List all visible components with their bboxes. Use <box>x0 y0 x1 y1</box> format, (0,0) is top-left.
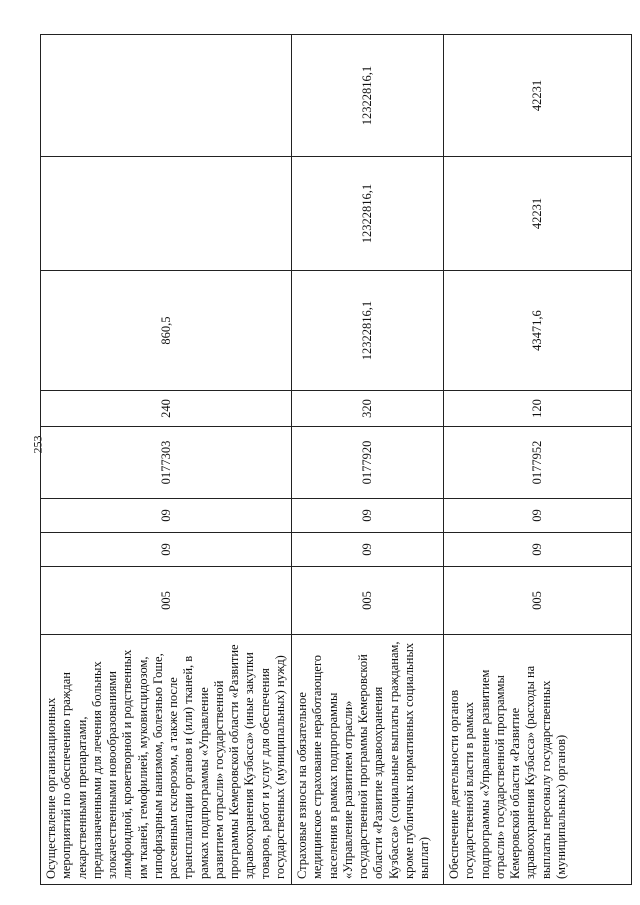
ministry-code: 005 <box>292 567 444 635</box>
amount-2: 12322816,1 <box>292 157 444 271</box>
section-code: 09 <box>41 533 292 567</box>
amount-3: 12322816,1 <box>292 35 444 157</box>
row-name: Осуществление организационных мероприятий по обеспечению граждан лекарственными препаратами, предназначенными для лечения больных злокачественными новообразованиями лимфоидной, кроветворной и родственных им тканей, гемофилией, муковисцидозом, гипофизарным нанизмом, болезнью Гоше, рассеянным склерозом, а также после трансплантации органов и (или) тканей, в рамках подпрограммы «Управление развитием отрасли» государственной программы Кемеровской области «Развитие здравоохранения Кузбасса» (иные закупки товаров, работ и услуг для обеспечения государственных (муниципальных) нужд) <box>41 635 292 885</box>
table-row <box>444 35 632 885</box>
amount-1: 43471,6 <box>444 271 632 391</box>
subsection-code: 09 <box>292 499 444 533</box>
amount-3: 42231 <box>444 35 632 157</box>
amount-2 <box>41 157 292 271</box>
ministry-code: 005 <box>41 567 292 635</box>
table-row <box>41 35 292 885</box>
expense-type-code: 240 <box>41 391 292 427</box>
section-code: 09 <box>444 533 632 567</box>
budget-table <box>40 34 632 885</box>
table-row <box>292 35 444 885</box>
amount-1: 860,5 <box>41 271 292 391</box>
amount-1: 12322816,1 <box>292 271 444 391</box>
expense-type-code: 320 <box>292 391 444 427</box>
row-name: Обеспечение деятельности органов государственной власти в рамках подпрограммы «Управление развитием отрасли» государственной программы Кемеровской области «Развитие здравоохранения Кузбасса» (расходы на выплаты персоналу государственных (муниципальных) органов) <box>444 635 632 885</box>
rotated-table-container <box>40 35 620 885</box>
row-name: Страховые взносы на обязательное медицинское страхование неработающего населения в рамках подпрограммы «Управление развитием отрасли» государственной программы Кемеровской области «Развитие здравоохранения Кузбасса» (социальные выплаты гражданам, кроме публичных нормативных социальных выплат) <box>292 635 444 885</box>
page-number: 253 <box>30 435 45 454</box>
amount-2: 42231 <box>444 157 632 271</box>
target-code: 0177920 <box>292 427 444 499</box>
target-code: 0177303 <box>41 427 292 499</box>
expense-type-code: 120 <box>444 391 632 427</box>
subsection-code: 09 <box>444 499 632 533</box>
amount-3 <box>41 35 292 157</box>
target-code: 0177952 <box>444 427 632 499</box>
subsection-code: 09 <box>41 499 292 533</box>
section-code: 09 <box>292 533 444 567</box>
ministry-code: 005 <box>444 567 632 635</box>
